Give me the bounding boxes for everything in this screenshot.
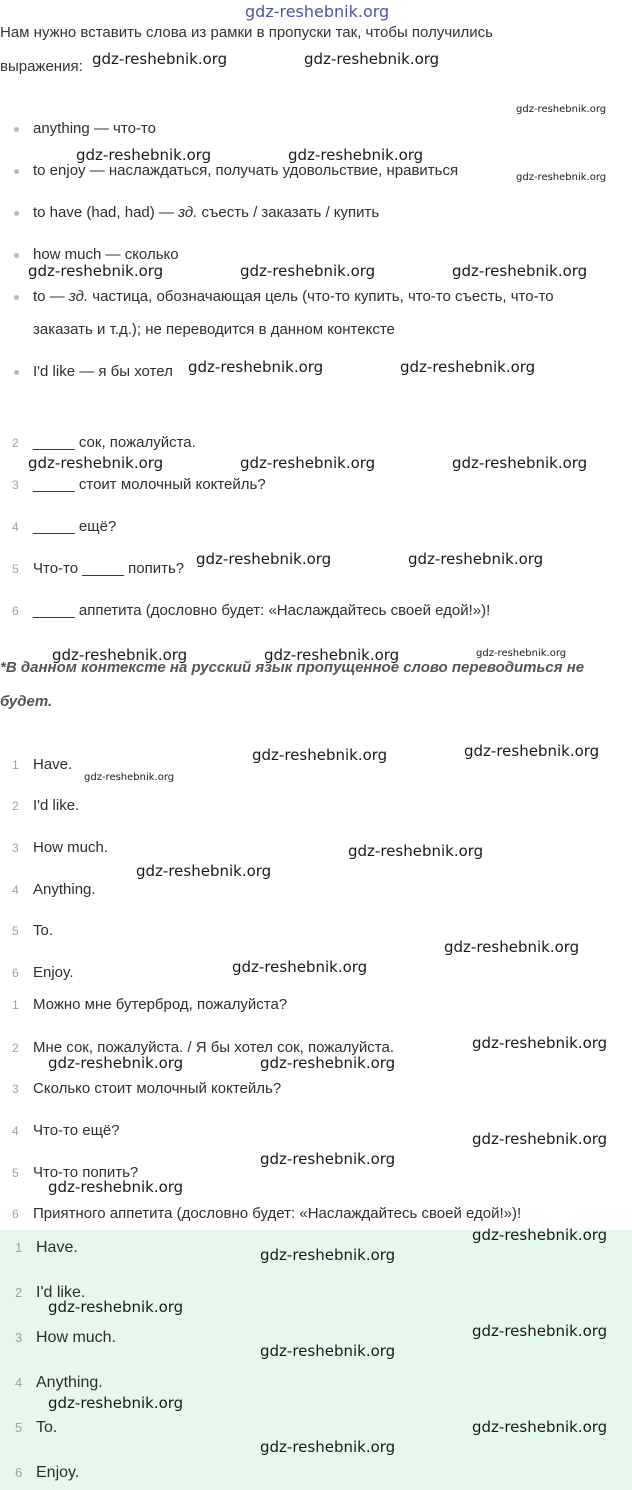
note-line-1: *В данном контексте на русский язык пропущенное слово переводиться не — [0, 659, 585, 676]
green-answer-item: How much. — [36, 1329, 117, 1346]
watermark: gdz-reshebnik.org — [28, 262, 164, 280]
watermark: gdz-reshebnik.org — [48, 1178, 184, 1196]
watermark: gdz-reshebnik.org — [476, 648, 567, 659]
watermark: gdz-reshebnik.org — [464, 742, 600, 760]
watermark: gdz-reshebnik.org — [188, 358, 324, 376]
gap-sentence: Что-то _____ попить? — [33, 560, 185, 577]
translation-item: Мне сок, пожалуйста. / Я бы хотел сок, пожалуйста. — [33, 1039, 394, 1056]
watermark: gdz-reshebnik.org — [76, 146, 212, 164]
translation-item: Можно мне бутерброд, пожалуйста? — [33, 996, 288, 1013]
gap-number: 3 — [12, 478, 19, 492]
green-answer-number: 4 — [15, 1375, 23, 1390]
watermark: gdz-reshebnik.org — [240, 454, 376, 472]
watermark: gdz-reshebnik.org — [48, 1394, 184, 1412]
watermark: gdz-reshebnik.org — [472, 1130, 608, 1148]
gap-sentence: _____ сок, пожалуйста. — [33, 434, 196, 451]
vocab-have — [33, 203, 379, 223]
green-answer-item: I'd like. — [36, 1284, 86, 1301]
vocab-how-much: how much — сколько — [33, 246, 179, 263]
gap-number: 4 — [12, 520, 19, 534]
watermark: gdz-reshebnik.org — [260, 1246, 396, 1264]
answer-item: How much. — [33, 839, 109, 856]
green-answer-item: Enjoy. — [36, 1464, 80, 1481]
gap-sentence: _____ аппетита (дословно будет: «Наслаждайтесь своей едой!»)! — [33, 602, 491, 619]
watermark: gdz-reshebnik.org — [260, 1342, 396, 1360]
watermark: gdz-reshebnik.org — [260, 1438, 396, 1456]
watermark: gdz-reshebnik.org — [196, 550, 332, 568]
translation-number: 5 — [12, 1166, 19, 1180]
vocab-have-abbr: зд. — [178, 204, 198, 221]
answer-number: 4 — [12, 883, 19, 897]
answer-item: To. — [33, 922, 54, 939]
answer-item: Have. — [33, 756, 73, 773]
gap-number: 5 — [12, 562, 19, 576]
green-answer-item: To. — [36, 1419, 58, 1436]
translation-number: 2 — [12, 1041, 19, 1055]
watermark: gdz-reshebnik.org — [52, 646, 188, 664]
translation-number: 1 — [12, 998, 19, 1012]
bullet-icon — [14, 295, 19, 300]
watermark: gdz-reshebnik.org — [472, 1226, 608, 1244]
green-answer-number: 5 — [15, 1420, 23, 1435]
vocab-to — [33, 287, 554, 307]
watermark: gdz-reshebnik.org — [288, 146, 424, 164]
bullet-icon — [14, 127, 19, 132]
vocab-to-meaning: частица, обозначающая цель (что-то купить, что-то съесть, что-то — [88, 288, 554, 305]
vocab-to-word: to — — [33, 288, 69, 305]
watermark: gdz-reshebnik.org — [136, 862, 272, 880]
watermark: gdz-reshebnik.org — [408, 550, 544, 568]
answer-number: 3 — [12, 841, 19, 855]
translation-number: 4 — [12, 1124, 19, 1138]
translation-item: Сколько стоит молочный коктейль? — [33, 1080, 282, 1097]
vocab-to-continued: заказать и т.д.); не переводится в данном контексте — [33, 321, 395, 338]
bullet-icon — [14, 169, 19, 174]
vocab-to-abbr: зд. — [68, 288, 89, 305]
translation-item: Приятного аппетита (дословно будет: «Наслаждайтесь своей едой!»)! — [33, 1205, 522, 1222]
watermark: gdz-reshebnik.org — [28, 454, 164, 472]
intro-line-1: Нам нужно вставить слова из рамки в пропуски так, чтобы получились — [0, 24, 493, 41]
watermark: gdz-reshebnik.org — [240, 262, 376, 280]
intro-line-2: выражения: — [0, 58, 83, 75]
green-answer-number: 6 — [15, 1465, 23, 1480]
bullet-icon — [14, 211, 19, 216]
watermark: gdz-reshebnik.org — [472, 1418, 608, 1436]
gap-number: 2 — [12, 436, 19, 450]
translation-number: 6 — [12, 1207, 19, 1221]
bullet-icon — [14, 370, 19, 375]
watermark: gdz-reshebnik.org — [264, 646, 400, 664]
watermark: gdz-reshebnik.org — [252, 746, 388, 764]
watermark: gdz-reshebnik.org — [348, 842, 484, 860]
answer-item: Enjoy. — [33, 964, 74, 981]
answer-item: Anything. — [33, 881, 96, 898]
answer-number: 5 — [12, 924, 19, 938]
watermark: gdz-reshebnik.org — [232, 958, 368, 976]
watermark: gdz-reshebnik.org — [444, 938, 580, 956]
gap-sentence: _____ стоит молочный коктейль? — [33, 476, 266, 493]
vocab-have-word: to have (had, had) — — [33, 204, 179, 221]
watermark: gdz-reshebnik.org — [472, 1322, 608, 1340]
watermark: gdz-reshebnik.org — [48, 1054, 184, 1072]
watermark: gdz-reshebnik.org — [472, 1034, 608, 1052]
vocab-anything: anything — что-то — [33, 120, 156, 137]
vocab-like: I'd like — я бы хотел — [33, 363, 173, 380]
answer-number: 6 — [12, 966, 19, 980]
green-answer-number: 2 — [15, 1285, 23, 1300]
gap-number: 6 — [12, 604, 19, 618]
gap-sentence: _____ ещё? — [33, 518, 117, 535]
translation-number: 3 — [12, 1082, 19, 1096]
watermark: gdz-reshebnik.org — [84, 772, 175, 783]
translation-item: Что-то попить? — [33, 1164, 139, 1181]
watermark: gdz-reshebnik.org — [260, 1054, 396, 1072]
note-line-2: будет. — [0, 693, 53, 710]
vocab-enjoy: to enjoy — наслаждаться, получать удовольствие, нравиться — [33, 162, 459, 179]
answer-item: I'd like. — [33, 797, 80, 814]
watermark: gdz-reshebnik.org — [452, 262, 588, 280]
answer-number: 1 — [12, 758, 19, 772]
translation-item: Что-то ещё? — [33, 1122, 120, 1139]
watermark: gdz-reshebnik.org — [452, 454, 588, 472]
green-answer-number: 1 — [15, 1240, 23, 1255]
watermark: gdz-reshebnik.org — [260, 1150, 396, 1168]
green-answer-item: Have. — [36, 1239, 78, 1256]
watermark: gdz-reshebnik.org — [92, 50, 228, 68]
watermark: gdz-reshebnik.org — [400, 358, 536, 376]
bullet-icon — [14, 253, 19, 258]
site-title[interactable]: gdz-reshebnik.org — [245, 2, 390, 21]
watermark: gdz-reshebnik.org — [516, 104, 607, 115]
vocab-have-meaning: съесть / заказать / купить — [197, 204, 380, 221]
watermark: gdz-reshebnik.org — [304, 50, 440, 68]
green-answer-item: Anything. — [36, 1374, 103, 1391]
green-answer-number: 3 — [15, 1330, 23, 1345]
answer-number: 2 — [12, 799, 19, 813]
watermark: gdz-reshebnik.org — [48, 1298, 184, 1316]
watermark: gdz-reshebnik.org — [516, 172, 607, 183]
